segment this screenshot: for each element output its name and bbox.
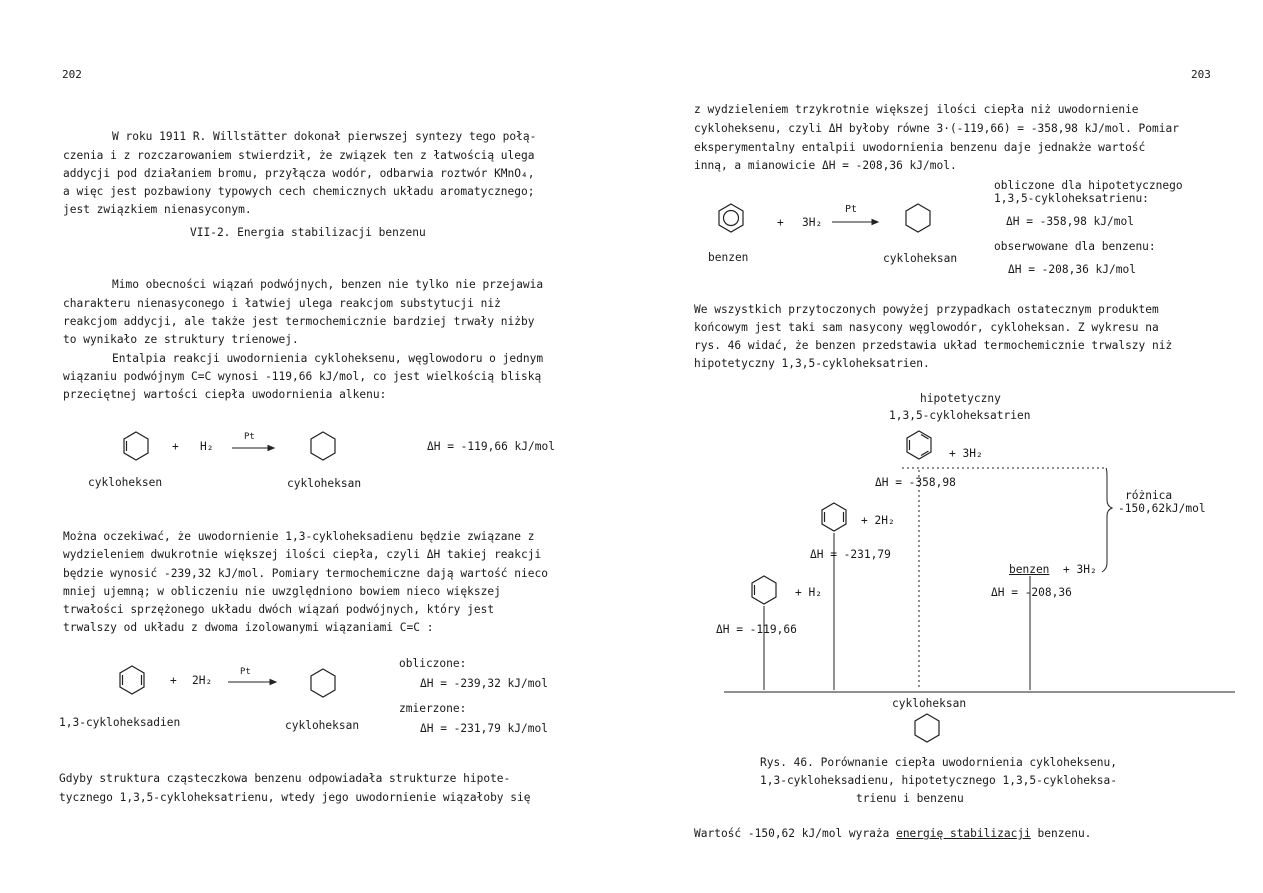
text-line: addycji pod działaniem bromu, przyłącza wodór, odbarwia roztwór KMnO₄,: [63, 167, 535, 180]
enthalpy-value: ΔH = -119,66 kJ/mol: [427, 440, 555, 453]
reagent-label: 3H₂: [802, 216, 823, 229]
benzene-label: benzen: [1009, 563, 1050, 576]
final-sentence: [694, 827, 1091, 841]
text-line: a więc jest pozbawiony typowych cech chemicznych układu aromatycznego;: [63, 185, 535, 198]
observed-label: obserwowane dla benzenu:: [994, 240, 1156, 253]
difference-brace: [1102, 468, 1112, 572]
plus-sign: +: [777, 216, 784, 229]
compound-label: cykloheksan: [287, 477, 362, 490]
compound-label: cykloheksen: [88, 476, 163, 489]
enthalpy-value: ΔH = -239,32 kJ/mol: [420, 677, 548, 690]
cyclohexadiene-structure: [119, 665, 145, 695]
enthalpy-value: ΔH = -208,36 kJ/mol: [1008, 263, 1136, 276]
compound-label: 1,3-cykloheksadien: [59, 716, 181, 729]
enthalpy-value: ΔH = -119,66: [716, 623, 797, 636]
text-line: cykloheksenu, czyli ΔH byłoby równe 3·(-119,66) = -358,98 kJ/mol. Pomiar: [694, 122, 1179, 135]
diagram-label: hipotetyczny: [920, 392, 1001, 405]
text-line: wydzieleniem dwukrotnie większej ilości ciepła, czyli ΔH takiej reakcji: [63, 548, 542, 561]
text-line: mniej ujemną; w obliczeniu nie uwzględniono bowiem nieco większej: [63, 585, 501, 598]
benzene-structure: [718, 203, 744, 233]
highlighted-term: energię stabilizacji: [896, 827, 1031, 840]
text-line: Mimo obecności wiązań podwójnych, benzen nie tylko nie przejawia: [112, 278, 544, 291]
calculated-label: obliczone dla hipotetycznego: [994, 179, 1183, 192]
caption-line: 1,3-cykloheksadienu, hipotetycznego 1,3,5-cykloheksa-: [760, 774, 1117, 787]
text-line: będzie wynosić -239,32 kJ/mol. Pomiary termochemiczne dają wartość nieco: [63, 567, 548, 580]
text-line: trwałości sprzężonego układu dwóch wiązań podwójnych, który jest: [63, 603, 495, 616]
reaction-arrow: [228, 679, 276, 685]
cyclohexane-structure: [905, 203, 931, 233]
page-number: 202: [62, 68, 82, 81]
text-line: W roku 1911 R. Willstätter dokonał pierwszej syntezy tego połą-: [112, 130, 537, 143]
right-page: [632, 0, 1263, 893]
measured-label: zmierzone:: [399, 702, 467, 715]
enthalpy-value: ΔH = -231,79: [810, 548, 891, 561]
reagent-label: + 2H₂: [861, 514, 895, 527]
page-number: 203: [1191, 68, 1211, 81]
text-line: reakcjom addycji, ale także jest termochemicznie bardziej trwały niżby: [63, 315, 535, 328]
compound-label: cykloheksan: [285, 719, 360, 732]
enthalpy-value: ΔH = -358,98 kJ/mol: [1006, 215, 1134, 228]
text-line: Entalpia reakcji uwodornienia cykloheksenu, węglowodoru o jednym: [112, 352, 544, 365]
reagent-label: 2H₂: [192, 674, 213, 687]
text-line: hipotetyczny 1,3,5-cykloheksatrien.: [694, 357, 930, 370]
cyclohexene-structure: [751, 575, 777, 605]
text-line: tycznego 1,3,5-cykloheksatrienu, wtedy jego uwodornienie wiązałoby się: [59, 791, 531, 804]
enthalpy-value: ΔH = -358,98: [875, 476, 956, 489]
left-page: [0, 0, 620, 893]
final-text: Wartość -150,62 kJ/mol wyraża: [694, 827, 897, 840]
catalyst-label: Pt: [845, 204, 858, 215]
text-line: rys. 46 widać, że benzen przedstawia układ termochemicznie trwalszy niż: [694, 339, 1173, 352]
diagram-label: 1,3,5-cykloheksatrien: [889, 409, 1031, 422]
text-line: charakteru nienasyconego i łatwiej ulega reakcjom substytucji niż: [63, 297, 501, 310]
text-line: to wynikało ze struktury trienowej.: [63, 333, 299, 346]
caption-line: trienu i benzenu: [856, 792, 964, 805]
text-line: eksperymentalny entalpii uwodornienia benzenu daje jednakże wartość: [694, 141, 1146, 154]
text-line: z wydzieleniem trzykrotnie większej ilości ciepła niż uwodornienie: [694, 103, 1139, 116]
cyclohexatriene-structure: [906, 430, 932, 460]
text-line: We wszystkich przytoczonych powyżej przypadkach ostatecznym produktem: [694, 303, 1159, 316]
final-text: benzenu.: [1030, 827, 1092, 840]
text-line: Gdyby struktura cząsteczkowa benzenu odpowiadała strukturze hipote-: [59, 772, 511, 785]
reaction-arrow: [832, 219, 878, 225]
diagram-label: cykloheksan: [892, 697, 967, 710]
reagent-label: + 3H₂: [949, 447, 983, 460]
plus-sign: +: [170, 674, 177, 687]
enthalpy-value: ΔH = -208,36: [991, 586, 1072, 599]
calculated-label: 1,3,5-cykloheksatrienu:: [994, 192, 1149, 205]
difference-label: różnica: [1125, 489, 1173, 502]
section-title: VII-2. Energia stabilizacji benzenu: [190, 226, 426, 239]
text-line: końcowym jest taki sam nasycony węglowodór, cykloheksan. Z wykresu na: [694, 321, 1159, 334]
cyclohexadiene-structure: [821, 502, 847, 532]
text-line: jest związkiem nienasyconym.: [63, 203, 252, 216]
reagent-label: + 3H₂: [1063, 563, 1097, 576]
compound-label: cykloheksan: [883, 252, 958, 265]
difference-value: -150,62kJ/mol: [1118, 502, 1206, 515]
text-line: przeciętnej wartości ciepła uwodornienia alkenu:: [63, 388, 387, 401]
reaction-arrow: [232, 445, 274, 451]
catalyst-label: Pt: [244, 432, 255, 442]
cyclohexane-structure: [310, 668, 336, 698]
plus-sign: +: [172, 440, 179, 453]
text-line: czenia i z rozczarowaniem stwierdził, że związek ten z łatwością ulega: [63, 149, 535, 162]
enthalpy-value: ΔH = -231,79 kJ/mol: [420, 722, 548, 735]
text-line: Można oczekiwać, że uwodornienie 1,3-cykloheksadienu będzie związane z: [63, 530, 535, 543]
text-line: inną, a mianowicie ΔH = -208,36 kJ/mol.: [694, 159, 957, 172]
cyclohexane-structure: [914, 713, 940, 743]
compound-label: benzen: [708, 251, 749, 264]
reagent-label: + H₂: [795, 586, 822, 599]
text-line: wiązaniu podwójnym C=C wynosi -119,66 kJ/mol, co jest wielkością bliską: [63, 370, 542, 383]
cyclohexane-structure: [310, 431, 336, 461]
reagent-label: H₂: [200, 440, 214, 453]
text-line: trwalszy od układu z dwoma izolowanymi wiązaniami C=C :: [63, 621, 434, 634]
cyclohexene-structure: [123, 431, 149, 461]
calculated-label: obliczone:: [399, 657, 467, 670]
catalyst-label: Pt: [240, 667, 251, 677]
caption-line: Rys. 46. Porównanie ciepła uwodornienia cykloheksenu,: [760, 756, 1117, 769]
